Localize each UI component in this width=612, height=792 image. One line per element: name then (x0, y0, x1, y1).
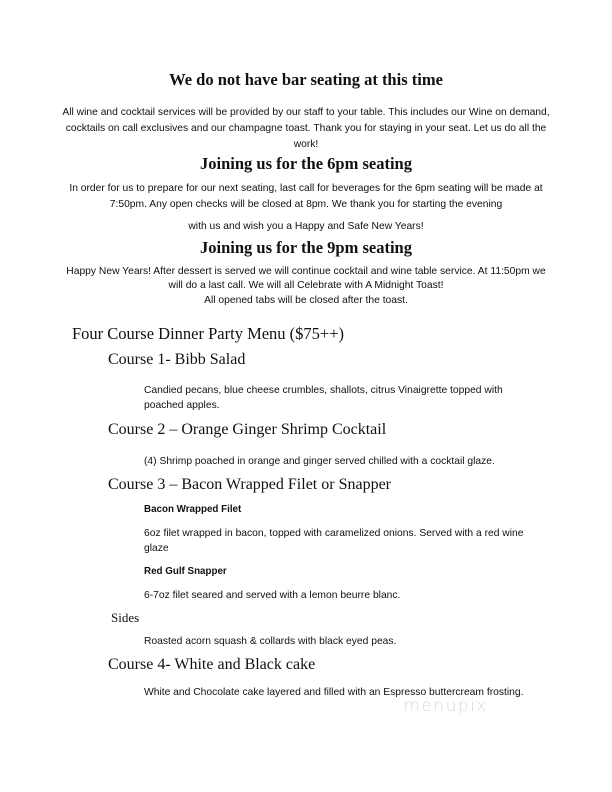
course-1-title: Course 1- Bibb Salad (108, 351, 246, 368)
seating-9pm-heading: Joining us for the 9pm seating (200, 238, 412, 257)
course-1-description: Candied pecans, blue cheese crumbles, shallots, citrus Vinaigrette topped with poached apples. (144, 385, 503, 411)
course-4-title: Course 4- White and Black cake (108, 656, 316, 673)
seating-6pm-text: In order for us to prepare for our next seating, last call for beverages for the 6pm seating will be made at 7:50pm. Any open checks will be closed at 8pm. We thank you for starting the evening (69, 183, 543, 210)
sides-title: Sides (111, 610, 140, 625)
seating-9pm-text-closing: All opened tabs will be closed after the toast. (204, 295, 408, 306)
sides-description: Roasted acorn squash & collards with black eyed peas. (144, 636, 397, 647)
red-gulf-snapper-name: Red Gulf Snapper (144, 566, 227, 577)
seating-6pm-text-closing: with us and wish you a Happy and Safe New Years! (188, 221, 424, 232)
course-2-title: Course 2 – Orange Ginger Shrimp Cocktail (108, 421, 387, 438)
bacon-wrapped-filet-name: Bacon Wrapped Filet (144, 504, 242, 515)
red-gulf-snapper-description: 6-7oz filet seared and served with a lemon beurre blanc. (144, 590, 401, 601)
no-bar-seating-text: All wine and cocktail services will be provided by our staff to your table. This includes our Wine on demand, cocktails on call exclusives and our champagne toast. Thank you for staying in your seat. Let us do all the work! (62, 107, 550, 150)
seating-9pm-text: Happy New Years! After dessert is served we will continue cocktail and wine table service. At 11:50pm we will do a last call. We will all Celebrate with A Midnight Toast! (66, 266, 546, 291)
course-4-description: White and Chocolate cake layered and filled with an Espresso buttercream frosting. (144, 687, 524, 698)
bacon-wrapped-filet-description: 6oz filet wrapped in bacon, topped with caramelized onions. Served with a red wine glaze (144, 528, 524, 554)
no-bar-seating-heading: We do not have bar seating at this time (169, 70, 443, 89)
course-2-description: (4) Shrimp poached in orange and ginger served chilled with a cocktail glaze. (144, 456, 495, 467)
course-3-title: Course 3 – Bacon Wrapped Filet or Snapper (108, 476, 391, 493)
menu-title: Four Course Dinner Party Menu ($75++) (72, 324, 345, 343)
menupix-watermark: menupix (403, 696, 488, 716)
seating-6pm-heading: Joining us for the 6pm seating (200, 154, 412, 173)
